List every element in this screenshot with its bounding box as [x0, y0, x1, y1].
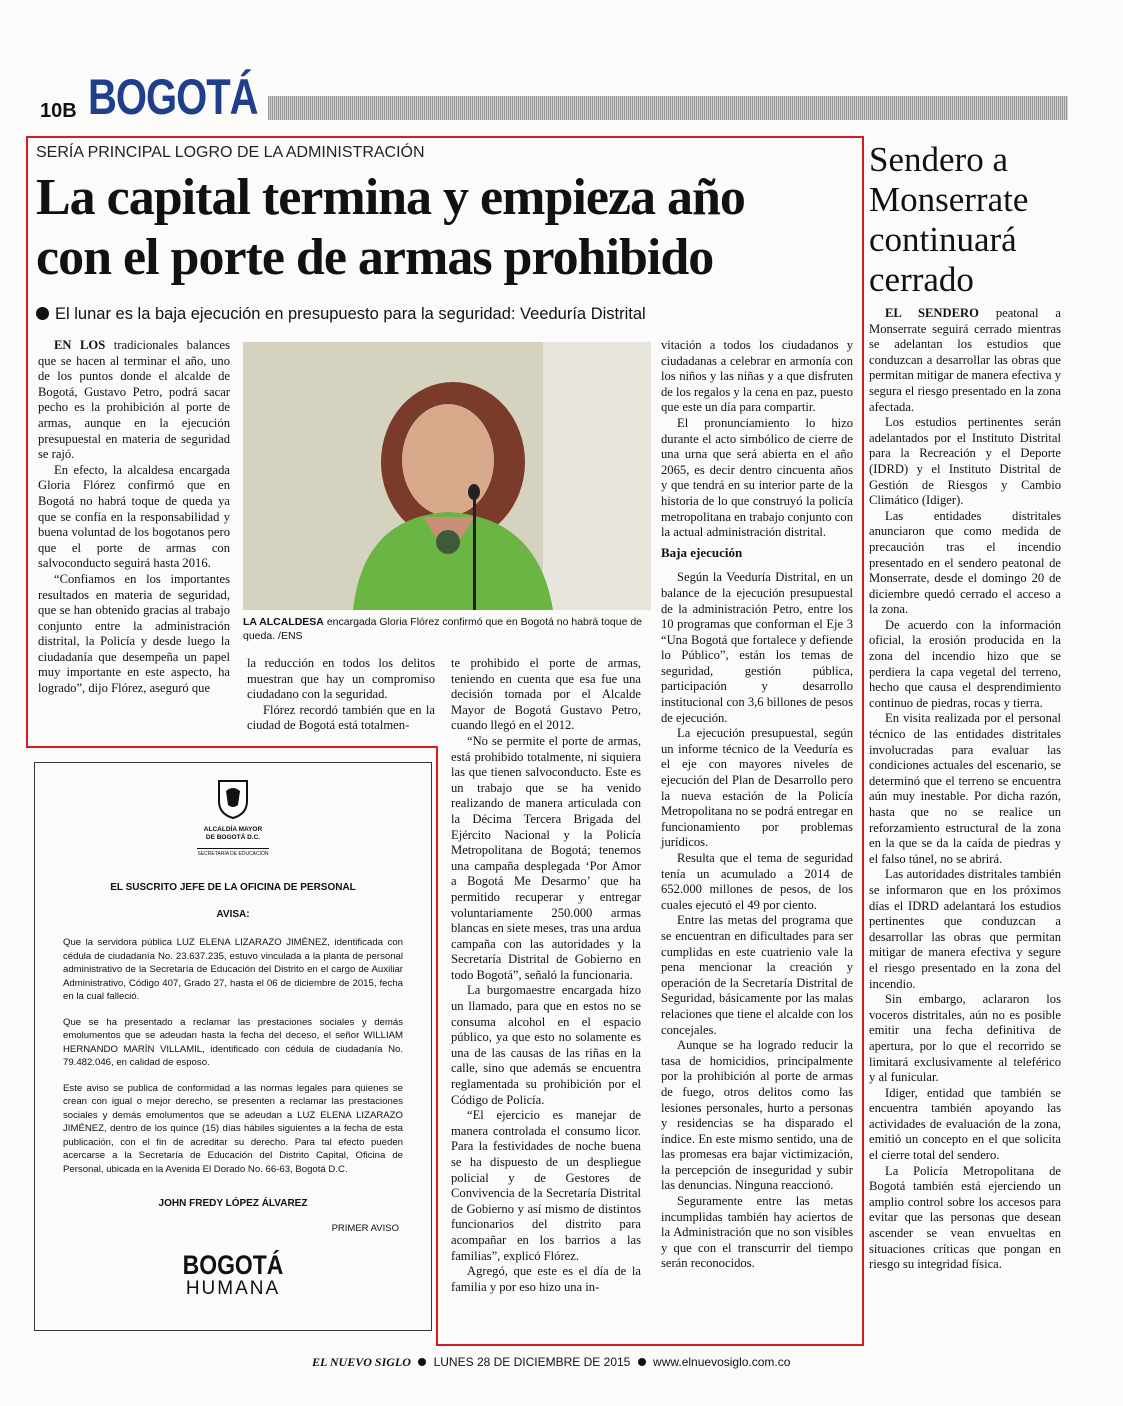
paragraph: Seguramente entre las metas incumplidas también hay aciertos de la Administración que no son visibles y que con el transcurrir del tiempo serán reconocidos. — [661, 1194, 853, 1271]
bullet-icon — [36, 307, 49, 320]
notice-paragraph-1: Que la servidora pública LUZ ELENA LIZARAZO JIMÉNEZ, identificada con cédula de ciudadanía No. 23.637.235, estuvo vinculada a la planta de personal administrativo de la Secretaría de Educación del Distrito en el cargo de Auxiliar Administrativo, Código 407, Grado 27, hasta el 06 de diciembre de 2015, fecha en la cual falleció. — [63, 937, 403, 1002]
paragraph: “Confiamos en los importantes resultados en materia de seguridad, que se han obtenido gracias al trabajo conjunto entre la administración distrital, la Policía y desde luego la ciudadanía que desempeña un papel muy importante en este aspecto, ha logrado”, dijo Flórez, aseguró que — [38, 571, 230, 696]
paragraph: EL SENDERO peatonal a Monserrate seguirá cerrado mientras se adelantan los estudios que conduzcan a desarrollar las obras que permitan mitigar de manera efectiva y segura el riesgo presentado en la zona afectada. — [869, 306, 1061, 414]
page-number: 10B — [40, 100, 77, 122]
paragraph: Entre las metas del programa que se encuentran en dificultades para ser cumplidas en este cuatrienio vale la pena mencionar la creación y operación de la Secretaría Distrital de Seguridad, básicamente por las malas relaciones que tiene el alcalde con los concejales. — [661, 913, 853, 1037]
paragraph: Aunque se ha logrado reducir la tasa de homicidios, principalmente por la prohibición al porte de armas de fuego, otros delitos como las lesiones personales, hurto a personas y residencias se ha disparado el índice. En este mismo sentido, una de las promesas era bajar victimización, la percepción de inseguridad y subir las denuncias. Ninguna reaccionó. — [661, 1038, 853, 1193]
headline — [36, 168, 856, 288]
kicker: SERÍA PRINCIPAL LOGRO DE LA ADMINISTRACIÓN — [36, 144, 425, 161]
subhead: Baja ejecución — [661, 544, 743, 560]
side-headline: Sendero a Monserrate continuará cerrado — [869, 140, 1029, 299]
paragraph: Las entidades distritales anunciaron que como medida de precaución tras el incendio presentado en el sendero peatonal de Monserrate, desde el domingo 20 de diciembre quedó cerrado el acceso a la zona. — [869, 508, 1061, 617]
photo-caption: LA ALCALDESA encargada Gloria Flórez confirmó que en Bogotá no habrá toque de queda. /ENS — [243, 616, 643, 642]
paragraph: La ejecución presupuestal, según un informe técnico de la Veeduría es el eje con mayores niveles de ejecución del Plan de Desarrollo pero la nueva estación de la Policía Metropolitana no se podrá entregar en funcionamiento por problemas jurídicos. — [661, 726, 853, 850]
paragraph: Idiger, entidad que también se encuentra también apoyando las actividades de evaluación de la zona, emitió un concepto en el que solicita el cierre total del sendero. — [869, 1085, 1061, 1163]
seal-block: ALCALDÍA MAYOR DE BOGOTÁ D.C. SECRETARÍA DE EDUCACIÓN — [63, 779, 403, 860]
paragraph: vitación a todos los ciudadanos y ciudadanas a celebrar en armonía con los niños y las niñas y a que disfruten de los regalos y la cena en paz, puesto que este un día para compartir. — [661, 338, 853, 415]
article-column-3 — [451, 656, 641, 1295]
article-column-4 — [661, 338, 853, 1272]
paragraph: Según la Veeduría Distrital, en un balance de la ejecución presupuestal de la administración Petro, entre los 10 programas que conforman el Eje 3 “Una Bogotá que fortalece y defiende lo Público”, están los temas de seguridad, gestión pública, participación y desarrollo institucional con 3,6 billones de pesos de ejecución. — [661, 570, 853, 725]
paragraph: te prohibido el porte de armas, teniendo en cuenta que esa fue una decisión tomada por el Alcalde Mayor de Bogotá Gustavo Petro, cuando llegó en el 2012. — [451, 656, 641, 733]
deck — [36, 305, 646, 324]
photo-alcaldesa — [243, 342, 651, 610]
coat-of-arms-icon — [216, 779, 250, 819]
paragraph: Flórez recordó también que en la ciudad de Bogotá está totalmen- — [247, 702, 435, 733]
footer — [312, 1355, 790, 1370]
paragraph: “El ejercicio es manejar de manera controlada el consumo licor. Para la festividades de noche buena se ha dispuesto de un despliegue policial y de Gestores de Convivencia de la Secretaría Distrital de Gobierno y así mismo de distintos funcionarios del distrito para acompañar en los barrios a las familias”, explicó Flórez. — [451, 1108, 641, 1263]
paragraph: La Policía Metropolitana de Bogotá también está ejerciendo un amplio control sobre los accesos para evitar que las personas que desean ascender se vean envueltas en situaciones críticas que pongan en riesgo su integridad física. — [869, 1163, 1061, 1272]
section-title: BOGOTÁ — [88, 70, 258, 125]
footer-bullet-icon — [418, 1358, 426, 1366]
paragraph: la reducción en todos los delitos muestran que hay un compromiso ciudadano con la seguridad. — [247, 656, 435, 702]
header-rule — [268, 96, 1068, 120]
article-column-2 — [247, 656, 435, 734]
headline-line2: con el porte de armas prohibido — [36, 229, 714, 286]
headline-line1: La capital termina y empieza año — [36, 169, 745, 226]
paragraph: Los estudios pertinentes serán adelantados por el Instituto Distrital para la Recreación y el Deporte (IDRD) y el Instituto Distrital de Gestión de Riesgos y Cambio Climático (Idiger). — [869, 415, 1061, 508]
notice-title: EL SUSCRITO JEFE DE LA OFICINA DE PERSONAL — [110, 882, 356, 893]
notice-paragraph-3: Este aviso se publica de conformidad a las normas legales para quienes se crean con igual o mejor derecho, se presenten a reclamar las prestaciones sociales y demás emolumentos que se adeudan a LUZ ELENA LIZARAZO JIMÉNEZ, dentro de los quince (15) días hábiles siguientes a la fecha de esta publicación, con el fin de acreditar su derecho. Para tal efecto pueden acercarse a la Secretaría de Educación del Distrito Capital, Oficina de Personal, ubicada en la Avenida El Dorado No. 66-63, Bogotá D.C. — [63, 1082, 403, 1175]
notice-avisa: AVISA: — [216, 909, 250, 920]
paragraph: El pronunciamiento lo hizo durante el acto simbólico de cierre de una urna que será abierta en el año 2065, es decir dentro cincuenta años y que tendrá en su interior parte de la historia de lo que construyó la policía metropolitana en trabajo conjunto con la actual administración distrital. — [661, 415, 853, 540]
footer-paper: EL NUEVO SIGLO — [312, 1355, 411, 1369]
paragraph: La burgomaestre encargada hizo un llamado, para que en estos no se consuma alcohol en el espacio público, ya que esto no solamente es una de las causas de las riñas en la calle, sino que además se encuentra reglamentada su prohibición por el Código de Policía. — [451, 983, 641, 1107]
paragraph: Agregó, que este es el día de la familia y por eso hizo una in- — [451, 1264, 641, 1294]
deck-text: El lunar es la baja ejecución en presupuesto para la seguridad: Veeduría Distrital — [55, 305, 646, 323]
footer-url: www.elnuevosiglo.com.co — [653, 1355, 791, 1369]
photo-illustration — [243, 342, 651, 610]
side-article-body — [869, 306, 1061, 1273]
paragraph: Las autoridades distritales también se informaron que en los próximos días el IDRD adelantará los estudios pertinentes que conduzcan a desarrollar las obras que permitan mitigar de manera efectiva y segure el riesgo presentado en la zona del incendio. — [869, 867, 1061, 991]
footer-bullet-icon — [638, 1358, 646, 1366]
bogota-humana-logo: BOGOTÁ HUMANA — [182, 1250, 284, 1299]
highlight-outline-step — [26, 746, 438, 748]
paragraph: “No se permite el porte de armas, está prohibido totalmente, ni siquiera las que tienen salvoconducto. Este es un trabajo que se ha venido realizando de manera articulada con la Décima Tercera Brigada del Ejército Nacional y la Policía Metropolitana de Bogotá; tenemos una campaña desplegada ‘Por Amor a Bogotá Me Desarmo’ que ha permitido recuperar y entregar voluntariamente 250.000 armas blancas en siete meses, tras una ardua campaña con las autoridades y la Secretaría Distrital de Gobierno en todo Bogotá”, señaló la funcionaria. — [451, 733, 641, 982]
article-column-1 — [38, 338, 230, 697]
paragraph: Resulta que el tema de seguridad tenía un acumulado a 2014 de 652.000 millones de pesos, de los cuales ejecutó el 49 por ciento. — [661, 851, 853, 912]
legal-notice — [34, 762, 432, 1331]
paragraph: Sin embargo, aclararon los voceros distritales, aún no es posible emitir una fecha definitiva de apertura, por lo que el recorrido se limitará exclusivamente al teleférico y al funicular. — [869, 992, 1061, 1085]
notice-primer-aviso: PRIMER AVISO — [331, 1223, 399, 1234]
paragraph: En efecto, la alcaldesa encargada Gloria Flórez confirmó que en Bogotá no habrá toque de queda ya que se confía en la responsabilidad y buena voluntad de los bogotanos pero que el porte de armas con salvoconducto seguirá hasta 2016. — [38, 462, 230, 571]
footer-date: LUNES 28 DE DICIEMBRE DE 2015 — [433, 1355, 631, 1369]
paragraph: De acuerdo con la información oficial, la erosión producida en la zona del incendio hizo que se perdiera la capa vegetal del terreno, hecho que causa el desprendimiento continuo de piedras, rocas y tierra. — [869, 617, 1061, 710]
notice-paragraph-2: Que se ha presentado a reclamar las prestaciones sociales y demás emolumentos que se adeudan hasta la fecha del deceso, el señor WILLIAM HERNANDO MARÍN VILLAMIL, identificado con cédula de ciudadanía No. 79.482.046, en calidad de esposo. — [63, 1016, 403, 1068]
paragraph: En visita realizada por el personal técnico de las entidades distritales involucradas para evaluar las condiciones actuales del escenario, se determinó que el terreno se encuentra aún muy inestable. Por dicha razón, hasta que no se realice un reforzamiento estructural de la zona en la que se da la caída de piedras y el falso túnel, no se abrirá. — [869, 711, 1061, 866]
notice-signer: JOHN FREDY LÓPEZ ÁLVAREZ — [158, 1198, 308, 1209]
paragraph: EN LOS tradicionales balances que se hacen al terminar el año, uno de los puntos donde el alcalde de Bogotá, Gustavo Petro, podrá sacar pecho es la prohibición al porte de armas, aunque en la ejecución presupuestal en materia de seguridad se rajó. — [38, 338, 231, 462]
